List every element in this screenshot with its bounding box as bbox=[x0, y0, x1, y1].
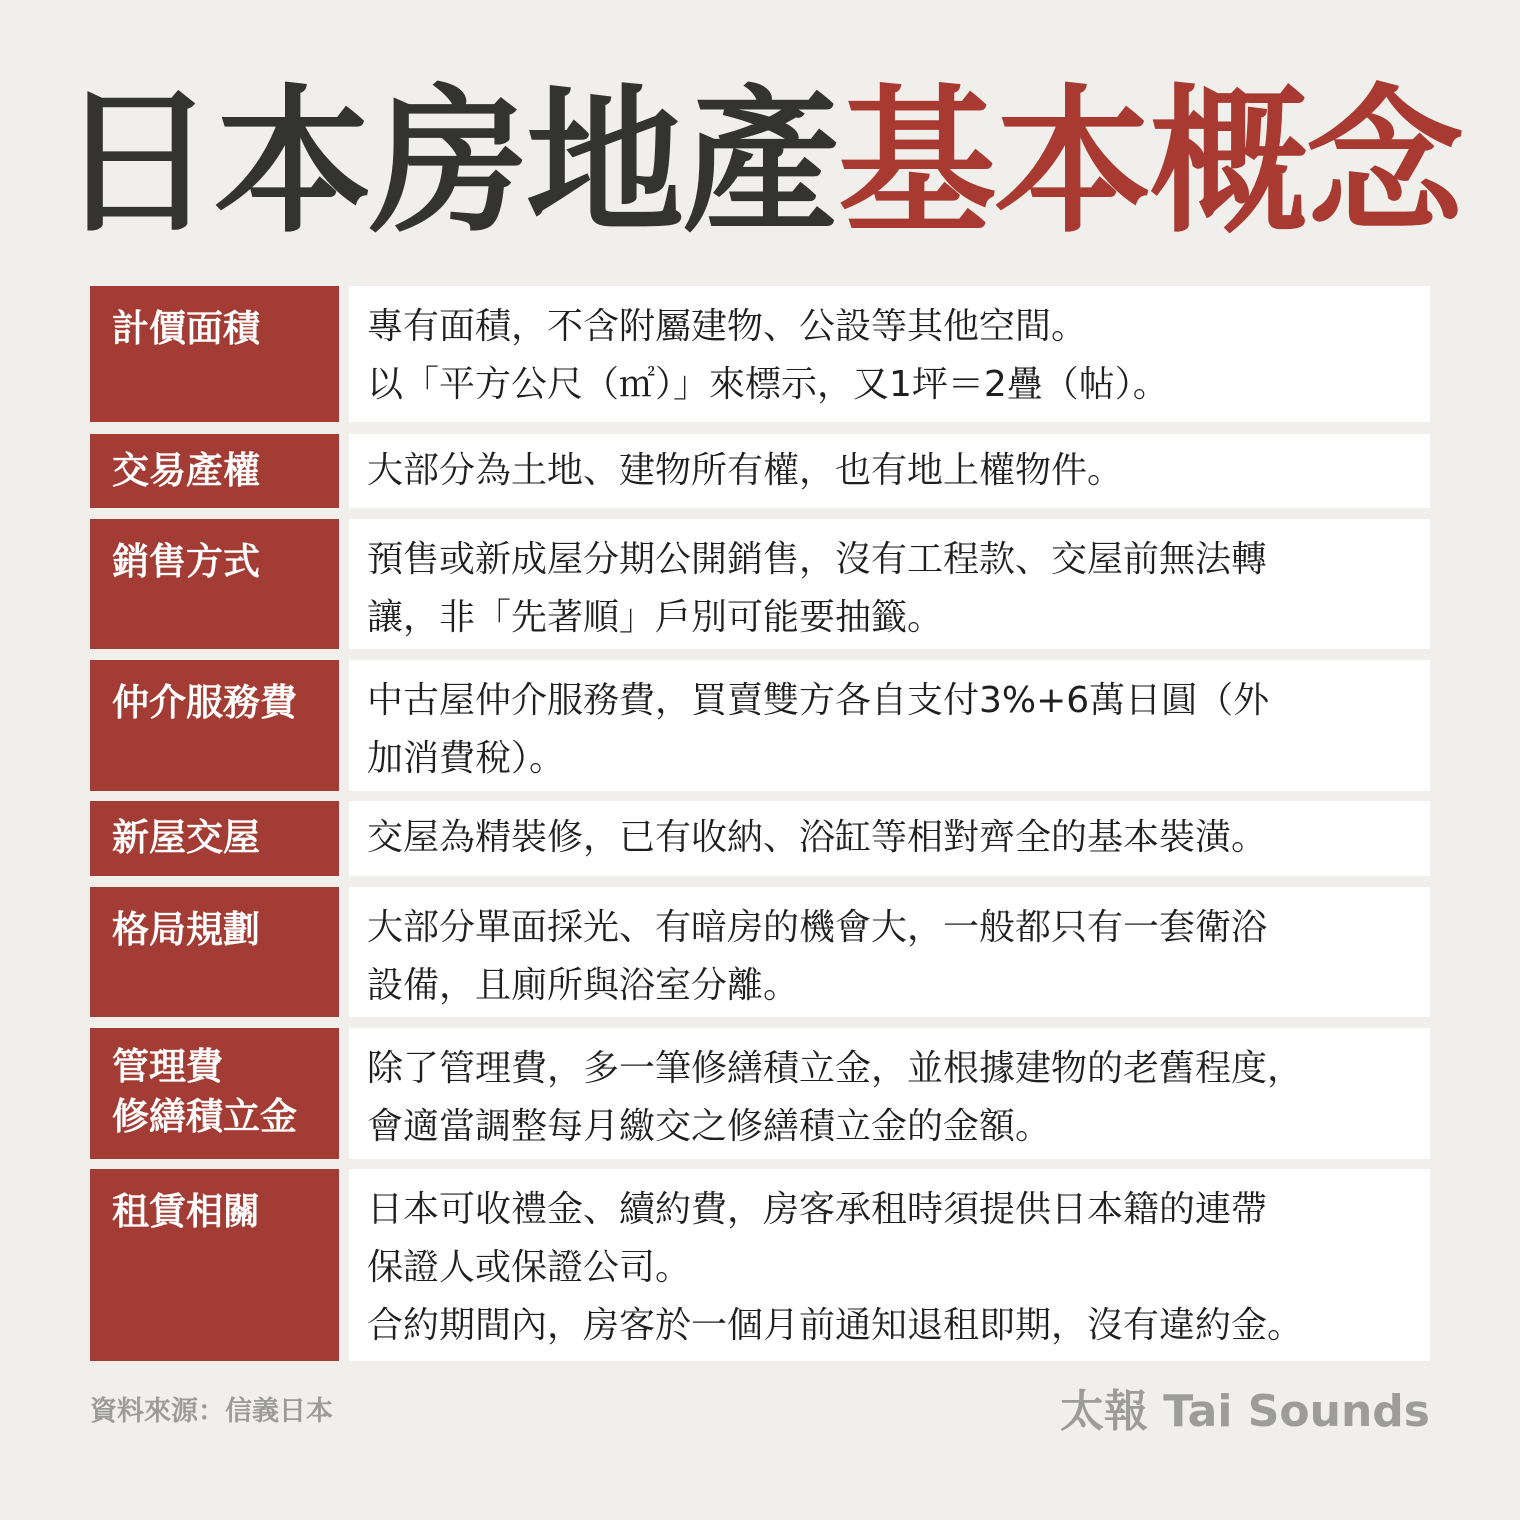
table-row bbox=[90, 434, 1430, 508]
row-body bbox=[349, 1028, 1430, 1159]
table-row bbox=[90, 887, 1430, 1017]
row-text-line: 會適當調整每月繳交之修繕積立金的金額。 bbox=[367, 1106, 1052, 1147]
row-label-line: 仲介服務費 bbox=[112, 681, 297, 724]
row-text-line: 大部分為土地、建物所有權，也有地上權物件。 bbox=[367, 450, 1124, 491]
brand-logo-text: 太報 Tai Sounds bbox=[1059, 1386, 1430, 1437]
row-body bbox=[349, 887, 1430, 1017]
row-label bbox=[90, 434, 339, 508]
row-label-line: 格局規劃 bbox=[112, 908, 260, 951]
row-text-line: 保證人或保證公司。 bbox=[367, 1247, 692, 1288]
row-label bbox=[90, 660, 339, 791]
row-label bbox=[90, 801, 339, 876]
row-text-line: 大部分單面採光、有暗房的機會大，一般都只有一套衛浴 bbox=[367, 907, 1268, 948]
row-text-line: 讓，非「先著順」戶別可能要抽籤。 bbox=[367, 597, 944, 638]
source-note: 資料來源：信義日本 bbox=[90, 1396, 333, 1427]
row-text-line: 交屋為精裝修，已有收納、浴缸等相對齊全的基本裝潢。 bbox=[367, 817, 1268, 858]
row-text-line: 加消費稅）。 bbox=[367, 738, 566, 779]
row-text-line: 合約期間內，房客於一個月前通知退租即期，沒有違約金。 bbox=[367, 1305, 1304, 1346]
row-text-line: 日本可收禮金、續約費，房客承租時須提供日本籍的連帶 bbox=[367, 1189, 1268, 1230]
row-text-line: 設備，且廁所與浴室分離。 bbox=[367, 965, 800, 1006]
row-label-line: 管理費 bbox=[112, 1045, 223, 1088]
row-body bbox=[349, 286, 1430, 422]
row-text-line: 中古屋仲介服務費，買賣雙方各自支付3%+6萬日圓（外 bbox=[367, 680, 1270, 721]
title-dark-part: 日本房地產 bbox=[58, 71, 838, 255]
table-row bbox=[90, 660, 1430, 791]
row-body bbox=[349, 801, 1430, 876]
row-text-line: 專有面積，不含附屬建物、公設等其他空間。 bbox=[367, 306, 1088, 347]
row-label bbox=[90, 286, 339, 422]
row-label bbox=[90, 1028, 339, 1159]
row-label-line: 交易產權 bbox=[112, 449, 260, 492]
row-body bbox=[349, 519, 1430, 649]
row-body bbox=[349, 434, 1430, 508]
row-label-line: 租賃相關 bbox=[112, 1190, 260, 1233]
row-label bbox=[90, 887, 339, 1017]
row-label-line: 修繕積立金 bbox=[112, 1095, 297, 1138]
row-label-line: 銷售方式 bbox=[112, 540, 260, 583]
row-body bbox=[349, 1169, 1430, 1361]
row-label bbox=[90, 519, 339, 649]
row-body bbox=[349, 660, 1430, 791]
title-red-part: 基本概念 bbox=[838, 71, 1462, 255]
row-text-line: 以「平方公尺（㎡）」來標示，又1坪＝2疊（帖）。 bbox=[367, 364, 1169, 405]
row-label bbox=[90, 1169, 339, 1361]
table-row bbox=[90, 519, 1430, 649]
row-text-line: 除了管理費，多一筆修繕積立金，並根據建物的老舊程度， bbox=[367, 1048, 1304, 1089]
table-row bbox=[90, 1028, 1430, 1159]
table-row bbox=[90, 1169, 1430, 1361]
row-label-line: 計價面積 bbox=[112, 307, 260, 350]
row-label-line: 新屋交屋 bbox=[112, 816, 260, 859]
table-row bbox=[90, 801, 1430, 876]
page-title bbox=[0, 71, 1520, 255]
table-row bbox=[90, 286, 1430, 422]
row-text-line: 預售或新成屋分期公開銷售，沒有工程款、交屋前無法轉 bbox=[367, 539, 1268, 580]
